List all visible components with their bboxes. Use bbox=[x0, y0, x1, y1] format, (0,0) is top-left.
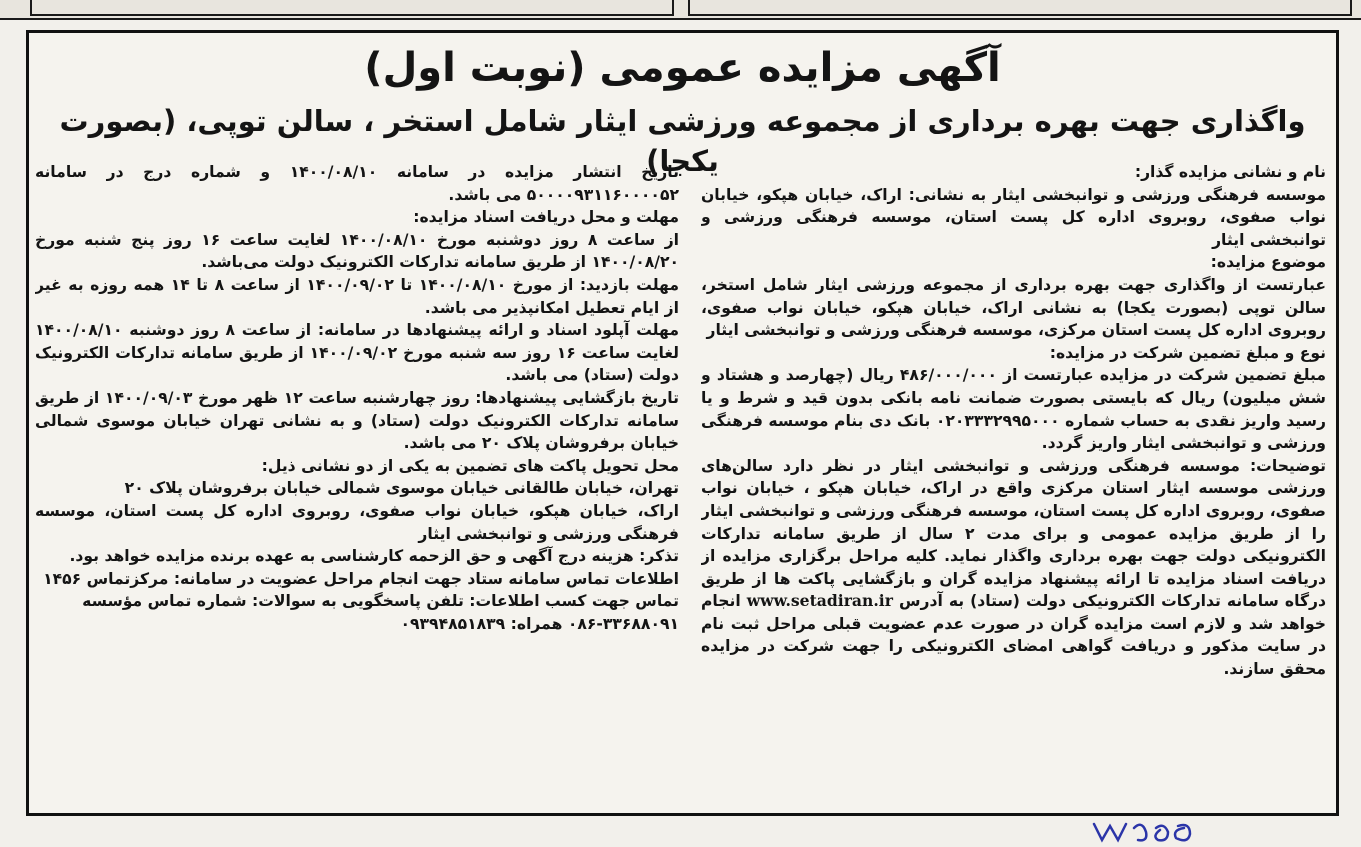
top-clipping-box-left bbox=[30, 0, 674, 16]
auctioneer-heading: نام و نشانی مزایده گذار: bbox=[1134, 163, 1326, 181]
notice-subtitle: واگذاری جهت بهره برداری از مجموعه ورزشی ایثار شامل استخر ، سالن توپی، (بصورت یکجا) bbox=[59, 104, 1306, 178]
notice-title: آگهی مزایده عمومی (نوبت اول) bbox=[364, 45, 1001, 91]
left-column bbox=[35, 161, 679, 811]
visit-text: از مورخ ۱۴۰۰/۰۸/۱۰ تا ۱۴۰۰/۰۹/۰۲ از ساعت ۸ تا ۱۴ همه روزه به غیر از ایام تعطیل امکانپذیر می باشد. bbox=[35, 275, 679, 317]
notes-url: www.setadiran.ir bbox=[746, 591, 893, 611]
guarantee-heading: نوع و مبلغ تضمین شرکت در مزایده: bbox=[1049, 343, 1326, 362]
guarantee-text: مبلغ تضمین شرکت در مزایده عبارتست از ۴۸۶/۰۰۰/۰۰۰ ریال (چهارصد و هشتاد و شش میلیون) ریال که بایستی بصورت ضمانت نامه بانکی بدون قید و شرط و یا رسید واریز نقدی به حساب شماره ۰۲۰۳۳۳۲۹۹۵۰۰۰ بانک دی بنام موسسه فرهنگی ورزشی و توانبخشی ایثار واریز گردد. bbox=[701, 366, 1326, 453]
delivery-heading: محل تحویل پاکت های تضمین به یکی از دو نشانی ذیل: bbox=[261, 456, 679, 475]
right-column bbox=[701, 161, 1326, 811]
handwritten-mark-icon bbox=[1090, 818, 1220, 844]
notes-heading: توضیحات: bbox=[1249, 456, 1326, 475]
auctioneer-text: موسسه فرهنگی ورزشی و توانبخشی ایثار به نشانی: اراک، خیابان هپکو، خیابان نواب صفوی، روبروی اداره کل پست استان، موسسه فرهنگی ورزشی و توانبخشی ایثار bbox=[701, 185, 1326, 249]
top-clipping-box-right bbox=[688, 0, 1352, 16]
docs-heading: مهلت و محل دریافت اسناد مزایده: bbox=[413, 208, 679, 227]
upload-text: مهلت آپلود اسناد و ارائه پیشنهادها در سامانه: از ساعت ۸ روز دوشنبه ۱۴۰۰/۰۸/۱۰ لغایت ساعت ۱۶ روز سه شنبه مورخ ۱۴۰۰/۰۹/۰۲ از طریق سامانه تدارکات الکترونیک دولت (ستاد) می باشد. bbox=[35, 321, 679, 385]
visit-heading: مهلت بازدید: bbox=[579, 275, 679, 294]
opening-text: روز چهارشنبه ساعت ۱۲ ظهر مورخ ۱۴۰۰/۰۹/۰۳ از طریق سامانه تدارکات الکترونیک دولت (ستاد) و به نشانی تهران خیابان موسوی شمالی خیابان برفروشان پلاک ۲۰ می باشد. bbox=[35, 388, 679, 453]
contact-setad-text: اطلاعات تماس سامانه ستاد جهت انجام مراحل عضویت در سامانه: مرکزتماس ۱۴۵۶ bbox=[43, 569, 679, 588]
notes-text-1: موسسه فرهنگی ورزشی و توانبخشی ایثار در نظر دارد سالن‌های ورزشی موسسه ایثار استان مرکزی واقع در اراک، خیابان هپکو ، خیابان نواب صفوی، روبروی اداره کل پست استان، موسسه فرهنگی ورزشی و توانبخشی ایثار را از طریق مزایده عمومی و برای مدت ۲ سال از طریق سامانه تدارکات الکترونیکی دولت جهت بهره برداری واگذار نماید. کلیه مراحل برگزاری مزایده از دریافت اسناد مزایده تا ارائه پیشنهاد مزایده گران و بازگشایی پاکت ها از طریق درگاه سامانه تدارکات الکترونیکی دولت (ستاد) به آدرس bbox=[701, 456, 1326, 611]
top-clipping-strip bbox=[0, 0, 1361, 20]
subject-text: عبارتست از واگذاری جهت بهره برداری از مجموعه ورزشی ایثار شامل استخر، سالن توپی (بصورت یکجا) به نشانی اراک، خیابان هپکو، خیابان نواب صفوی، روبروی اداره کل پست استان مرکزی، موسسه فرهنگی ورزشی و توانبخشی ایثار bbox=[701, 275, 1326, 340]
notes-text-2: انجام خواهد شد و لازم است مزایده گران در صورت عدم عضویت قبلی مراحل ثبت نام در سایت مذکور و دریافت گواهی امضای الکترونیکی را جهت شرکت در مزایده محقق سازند. bbox=[701, 592, 1326, 679]
contact-text: ۰۸۶-۳۳۶۸۸۰۹۱ همراه: ۰۹۳۹۴۸۵۱۸۳۹ bbox=[400, 614, 679, 633]
opening-heading: تاریخ بازگشایی پیشنهادها: bbox=[475, 388, 679, 407]
delivery-text-2: اراک، خیابان هپکو، خیابان نواب صفوی، روبروی اداره کل پست استان، موسسه فرهنگی ورزشی و توانبخشی ایثار bbox=[35, 501, 679, 543]
subject-heading: موضوع مزایده: bbox=[1210, 253, 1326, 272]
delivery-text-1: تهران، خیابان طالقانی خیابان موسوی شمالی خیابان برفروشان پلاک ۲۰ bbox=[124, 479, 679, 498]
docs-text: از ساعت ۸ روز دوشنبه مورخ ۱۴۰۰/۰۸/۱۰ لغایت ساعت ۱۶ روز پنج شنبه مورخ ۱۴۰۰/۰۸/۲۰ از طریق سامانه تدارکات الکترونیک دولت می‌باشد. bbox=[35, 230, 679, 272]
reminder-text: تذکر: هزینه درج آگهی و حق الزحمه کارشناسی به عهده برنده مزایده خواهد بود. bbox=[69, 547, 679, 566]
publish-text: تاریخ انتشار مزایده در سامانه ۱۴۰۰/۰۸/۱۰ و شماره درج در سامانه ۵۰۰۰۰۹۳۱۱۶۰۰۰۰۵۲ می باشد. bbox=[35, 163, 679, 204]
notice-frame bbox=[26, 30, 1339, 816]
contact-heading: تماس جهت کسب اطلاعات: تلفن پاسخگویی به سوالات: شماره تماس مؤسسه bbox=[82, 592, 679, 611]
